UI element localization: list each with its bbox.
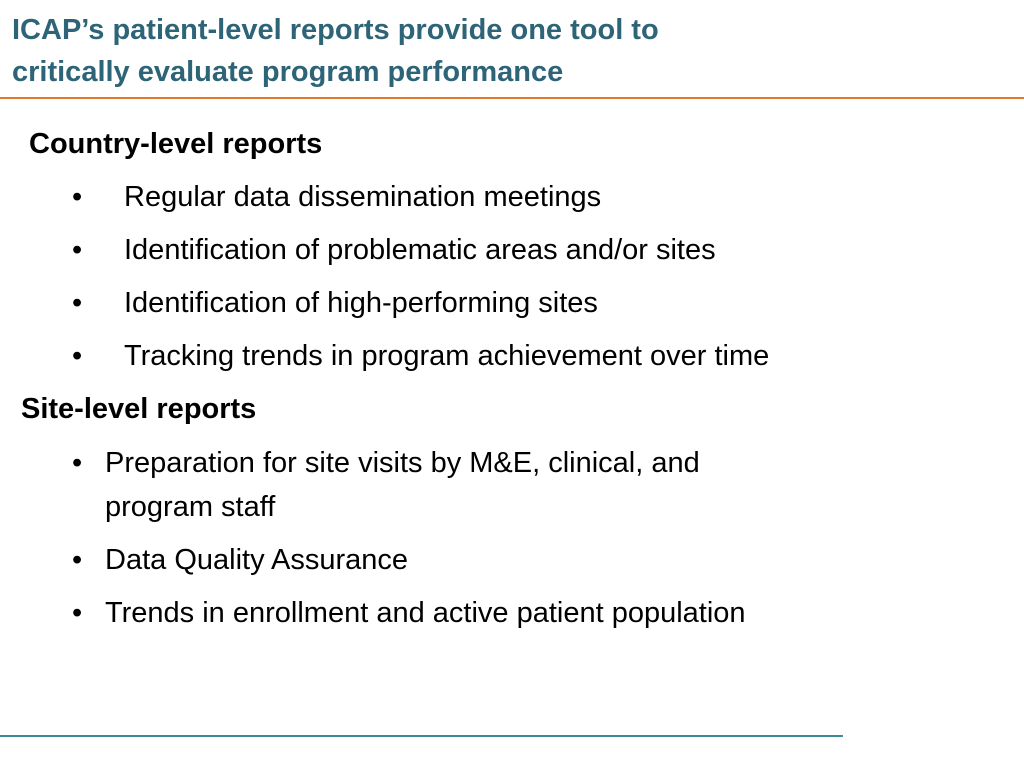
list-item-text: Tracking trends in program achievement over time bbox=[124, 340, 770, 372]
bullet-icon: • bbox=[72, 597, 83, 629]
slide-title-line-2: critically evaluate program performance bbox=[12, 56, 564, 88]
slide-title bbox=[12, 9, 1002, 93]
bullet-icon: • bbox=[72, 234, 83, 266]
list-item-text-continued: program staff bbox=[105, 491, 276, 523]
list-item-text: Trends in enrollment and active patient population bbox=[105, 597, 746, 629]
list-item-text: Preparation for site visits by M&E, clinical, and bbox=[105, 447, 700, 479]
footer-divider bbox=[0, 735, 843, 737]
list-item-text: Identification of problematic areas and/or sites bbox=[124, 234, 716, 266]
list-item-text: Identification of high-performing sites bbox=[124, 287, 598, 319]
list-item-text: Regular data dissemination meetings bbox=[124, 181, 602, 213]
section-heading-country: Country-level reports bbox=[29, 128, 323, 160]
bullet-icon: • bbox=[72, 340, 83, 372]
title-divider bbox=[0, 97, 1024, 99]
bullet-icon: • bbox=[72, 544, 83, 576]
slide-title-line-1: ICAP’s patient-level reports provide one tool to bbox=[12, 14, 659, 46]
bullet-icon: • bbox=[72, 287, 83, 319]
list-item bbox=[0, 446, 1024, 526]
bullet-icon: • bbox=[72, 447, 83, 479]
section-heading-site: Site-level reports bbox=[21, 393, 257, 425]
list-item-text: Data Quality Assurance bbox=[105, 544, 409, 576]
bullet-icon: • bbox=[72, 181, 83, 213]
